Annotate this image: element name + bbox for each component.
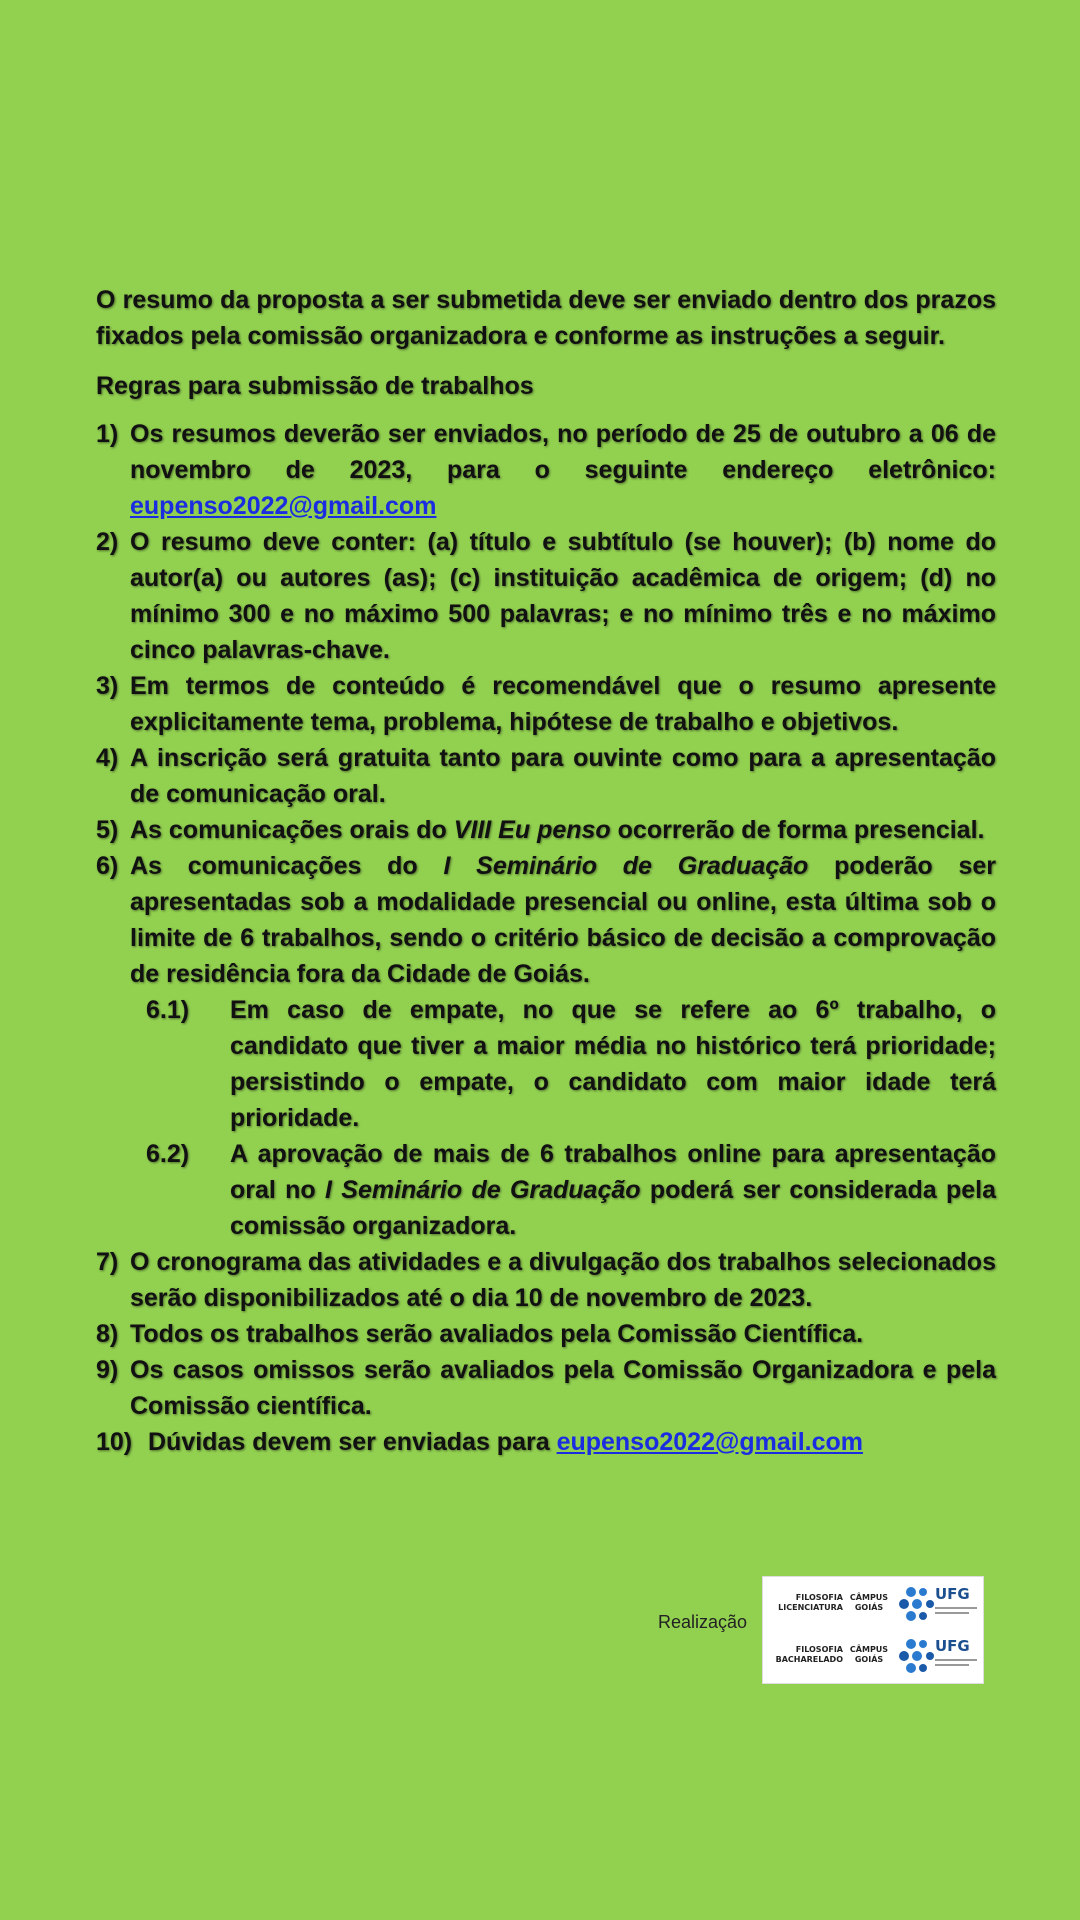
rule-item-7 — [96, 1244, 996, 1316]
rules-list — [96, 416, 996, 992]
rule-number: 9) — [96, 1356, 119, 1384]
rule-number: 5) — [96, 816, 119, 844]
rule-text-post: poderá ser considerada pela comissão organizadora. — [230, 1176, 996, 1240]
rule-number: 10) — [96, 1428, 133, 1456]
email-link[interactable]: eupenso2022@gmail.com — [556, 1428, 863, 1456]
rule-number: 6) — [96, 852, 119, 880]
event-name: I Seminário de Graduação — [325, 1176, 641, 1204]
rule-number: 8) — [96, 1320, 119, 1348]
logo-text: CÂMPUS — [849, 1593, 889, 1602]
rule-text: Os resumos deverão ser enviados, no período de 25 de outubro a 06 de novembro de 2023, para o seguinte endereço eletrônico: — [130, 420, 996, 484]
rule-item-1 — [96, 416, 996, 524]
rule-text-post: poderão ser apresentadas sob a modalidade presencial ou online, esta última sob o limite de 6 trabalhos, sendo o critério básico de decisão a comprovação de residência fora da Cidade de Goiás. — [130, 852, 996, 988]
ufg-subtitle-lines — [935, 1605, 977, 1617]
rule-item-3 — [96, 668, 996, 740]
rule-text: Em caso de empate, no que se refere ao 6º trabalho, o candidato que tiver a maior média no histórico terá prioridade; persistindo o empate, o candidato com maior idade terá prioridade. — [230, 996, 996, 1132]
logo-text: FILOSOFIA — [795, 1645, 843, 1654]
rule-item-6-2 — [96, 1136, 996, 1244]
rule-item-6-1 — [96, 992, 996, 1136]
rule-item-2 — [96, 524, 996, 668]
rule-text-pre: As comunicações orais do — [130, 816, 454, 844]
logo-text: CÂMPUS — [849, 1645, 889, 1654]
rules-list-continued — [96, 1244, 996, 1460]
rule-item-8 — [96, 1316, 996, 1352]
rule-number: 6.1) — [146, 996, 190, 1024]
rule-text: O resumo deve conter: (a) título e subtítulo (se houver); (b) nome do autor(a) ou autores (as); (c) instituição acadêmica de origem; (d) no mínimo 300 e no máximo 500 palavras; e no mínimo três e no máximo cinco palavras-chave. — [130, 528, 996, 664]
rule-number: 6.2) — [146, 1140, 190, 1168]
organizers-logo — [762, 1576, 984, 1684]
rule-text-pre: As comunicações do — [130, 852, 444, 880]
rules-title: Regras para submissão de trabalhos — [96, 372, 534, 400]
rule-item-10 — [96, 1424, 996, 1460]
rule-number: 7) — [96, 1248, 119, 1276]
rule-text: Todos os trabalhos serão avaliados pela Comissão Científica. — [130, 1320, 864, 1348]
rule-number: 1) — [96, 420, 119, 448]
rule-text: A inscrição será gratuita tanto para ouvinte como para a apresentação de comunicação oral. — [130, 744, 996, 808]
logo-text: GOIÁS — [854, 1655, 884, 1664]
rule-text: Dúvidas devem ser enviadas para — [148, 1428, 550, 1456]
rule-number: 2) — [96, 528, 119, 556]
logo-filosofia-bacharelado — [763, 1631, 983, 1681]
ufg-molecule-icon — [897, 1585, 937, 1623]
logo-text: GOIÁS — [854, 1603, 884, 1612]
rule-number: 4) — [96, 744, 119, 772]
document-body — [96, 282, 996, 1460]
event-name: I Seminário de Graduação — [443, 852, 809, 880]
rule-item-6 — [96, 848, 996, 992]
event-name: VIII Eu penso — [453, 816, 611, 844]
rule-text: O cronograma das atividades e a divulgação dos trabalhos selecionados serão disponibilizados até o dia 10 de novembro de 2023. — [130, 1248, 996, 1312]
ufg-subtitle-lines — [935, 1657, 977, 1669]
rule-item-5 — [96, 812, 996, 848]
subrules-list — [96, 992, 996, 1244]
intro-paragraph: O resumo da proposta a ser submetida deve ser enviado dentro dos prazos fixados pela comissão organizadora e conforme as instruções a seguir. — [96, 286, 996, 350]
rule-text: Os casos omissos serão avaliados pela Comissão Organizadora e pela Comissão científica. — [130, 1356, 996, 1420]
ufg-molecule-icon — [897, 1637, 937, 1675]
rule-text-post: ocorrerão de forma presencial. — [610, 816, 985, 844]
realizacao-label: Realização — [658, 1612, 748, 1632]
ufg-wordmark: UFG — [935, 1637, 970, 1655]
rule-item-9 — [96, 1352, 996, 1424]
rule-number: 3) — [96, 672, 119, 700]
rule-text: Em termos de conteúdo é recomendável que o resumo apresente explicitamente tema, problema, hipótese de trabalho e objetivos. — [130, 672, 996, 736]
logo-filosofia-licenciatura — [763, 1579, 983, 1629]
logo-text: LICENCIATURA — [778, 1603, 843, 1612]
ufg-wordmark: UFG — [935, 1585, 970, 1603]
rule-text-pre: A aprovação de mais de 6 trabalhos online para apresentação oral no — [230, 1140, 996, 1204]
rule-item-4 — [96, 740, 996, 812]
email-link[interactable]: eupenso2022@gmail.com — [130, 492, 437, 520]
logo-text: FILOSOFIA — [795, 1593, 843, 1602]
logo-text: BACHARELADO — [775, 1655, 843, 1664]
